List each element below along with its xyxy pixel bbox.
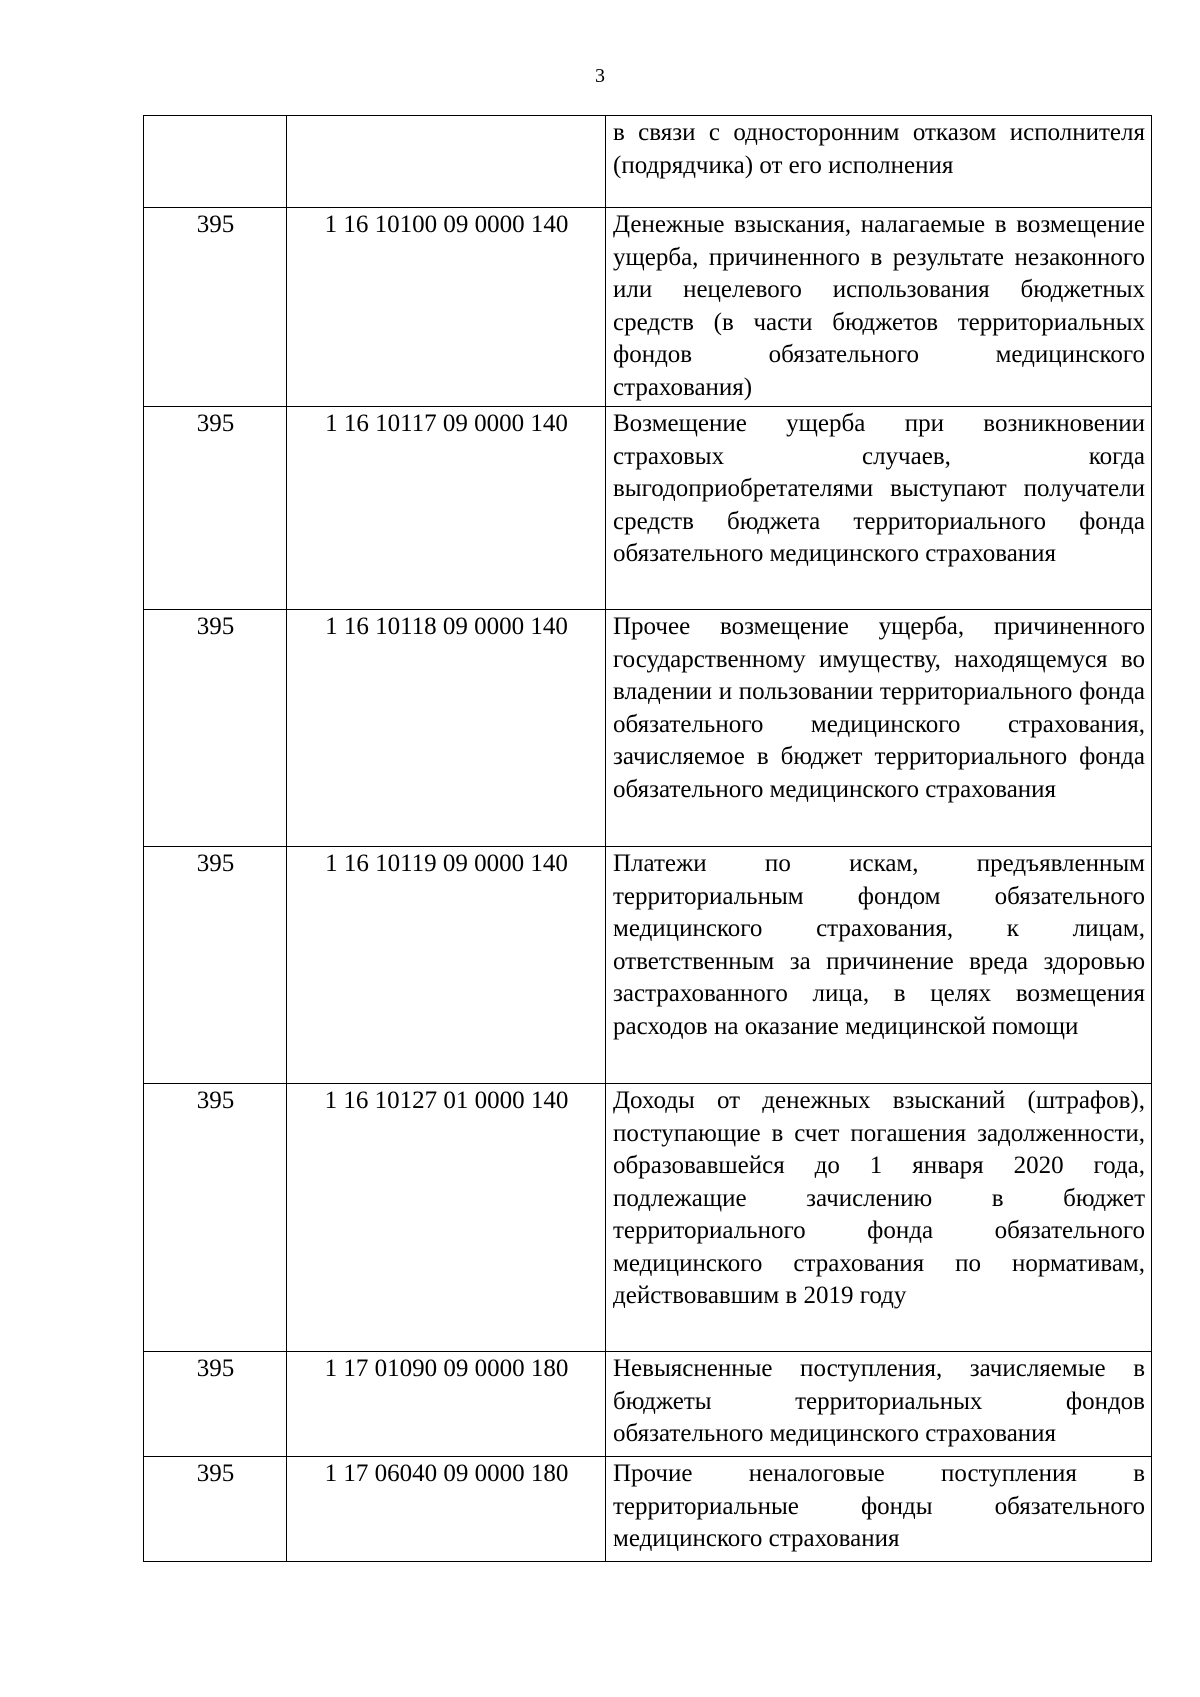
- admin-code-cell: 395: [144, 847, 287, 1084]
- page-number: 3: [595, 65, 605, 87]
- admin-code-cell: 395: [144, 1457, 287, 1562]
- admin-code-cell: [144, 116, 287, 208]
- admin-code-cell: 395: [144, 1352, 287, 1457]
- table-row: [144, 1084, 1152, 1352]
- description-cell: Прочее возмещение ущерба, причиненного государственному имуществу, находящемуся во владении и пользовании территориального фонда обязательного медицинского страхования, зачисляемое в бюджет территориального фонда обязательного медицинского страхования: [606, 610, 1152, 847]
- kbk-cell: 1 16 10118 09 0000 140: [287, 610, 606, 847]
- admin-code-cell: 395: [144, 610, 287, 847]
- description-cell: Денежные взыскания, налагаемые в возмещение ущерба, причиненного в результате незаконного или нецелевого использования бюджетных средств (в части бюджетов территориальных фондов обязательного медицинского страхования): [606, 208, 1152, 407]
- admin-code-cell: 395: [144, 407, 287, 610]
- admin-code-cell: 395: [144, 1084, 287, 1352]
- kbk-cell: 1 16 10100 09 0000 140: [287, 208, 606, 407]
- kbk-cell: 1 16 10119 09 0000 140: [287, 847, 606, 1084]
- description-cell: Возмещение ущерба при возникновении страховых случаев, когда выгодоприобретателями выступают получатели средств бюджета территориального фонда обязательного медицинского страхования: [606, 407, 1152, 610]
- table-row: [144, 208, 1152, 407]
- description-cell: Невыясненные поступления, зачисляемые в бюджеты территориальных фондов обязательного медицинского страхования: [606, 1352, 1152, 1457]
- table-row: [144, 1457, 1152, 1562]
- table-row: [144, 116, 1152, 208]
- description-cell: Доходы от денежных взысканий (штрафов), поступающие в счет погашения задолженности, образовавшейся до 1 января 2020 года, подлежащие зачислению в бюджет территориального фонда обязательного медицинского страхования по нормативам, действовавшим в 2019 году: [606, 1084, 1152, 1352]
- kbk-cell: 1 17 06040 09 0000 180: [287, 1457, 606, 1562]
- description-cell: в связи с односторонним отказом исполнителя (подрядчика) от его исполнения: [606, 116, 1152, 208]
- description-cell: Платежи по искам, предъявленным территориальным фондом обязательного медицинского страхования, к лицам, ответственным за причинение вреда здоровью застрахованного лица, в целях возмещения расходов на оказание медицинской помощи: [606, 847, 1152, 1084]
- table-row: [144, 1352, 1152, 1457]
- kbk-cell: 1 16 10127 01 0000 140: [287, 1084, 606, 1352]
- revenue-codes-table: [143, 115, 1152, 1562]
- table-row: [144, 407, 1152, 610]
- kbk-cell: [287, 116, 606, 208]
- table-row: [144, 847, 1152, 1084]
- table-row: [144, 610, 1152, 847]
- kbk-cell: 1 16 10117 09 0000 140: [287, 407, 606, 610]
- admin-code-cell: 395: [144, 208, 287, 407]
- description-cell: Прочие неналоговые поступления в территориальные фонды обязательного медицинского страхования: [606, 1457, 1152, 1562]
- kbk-cell: 1 17 01090 09 0000 180: [287, 1352, 606, 1457]
